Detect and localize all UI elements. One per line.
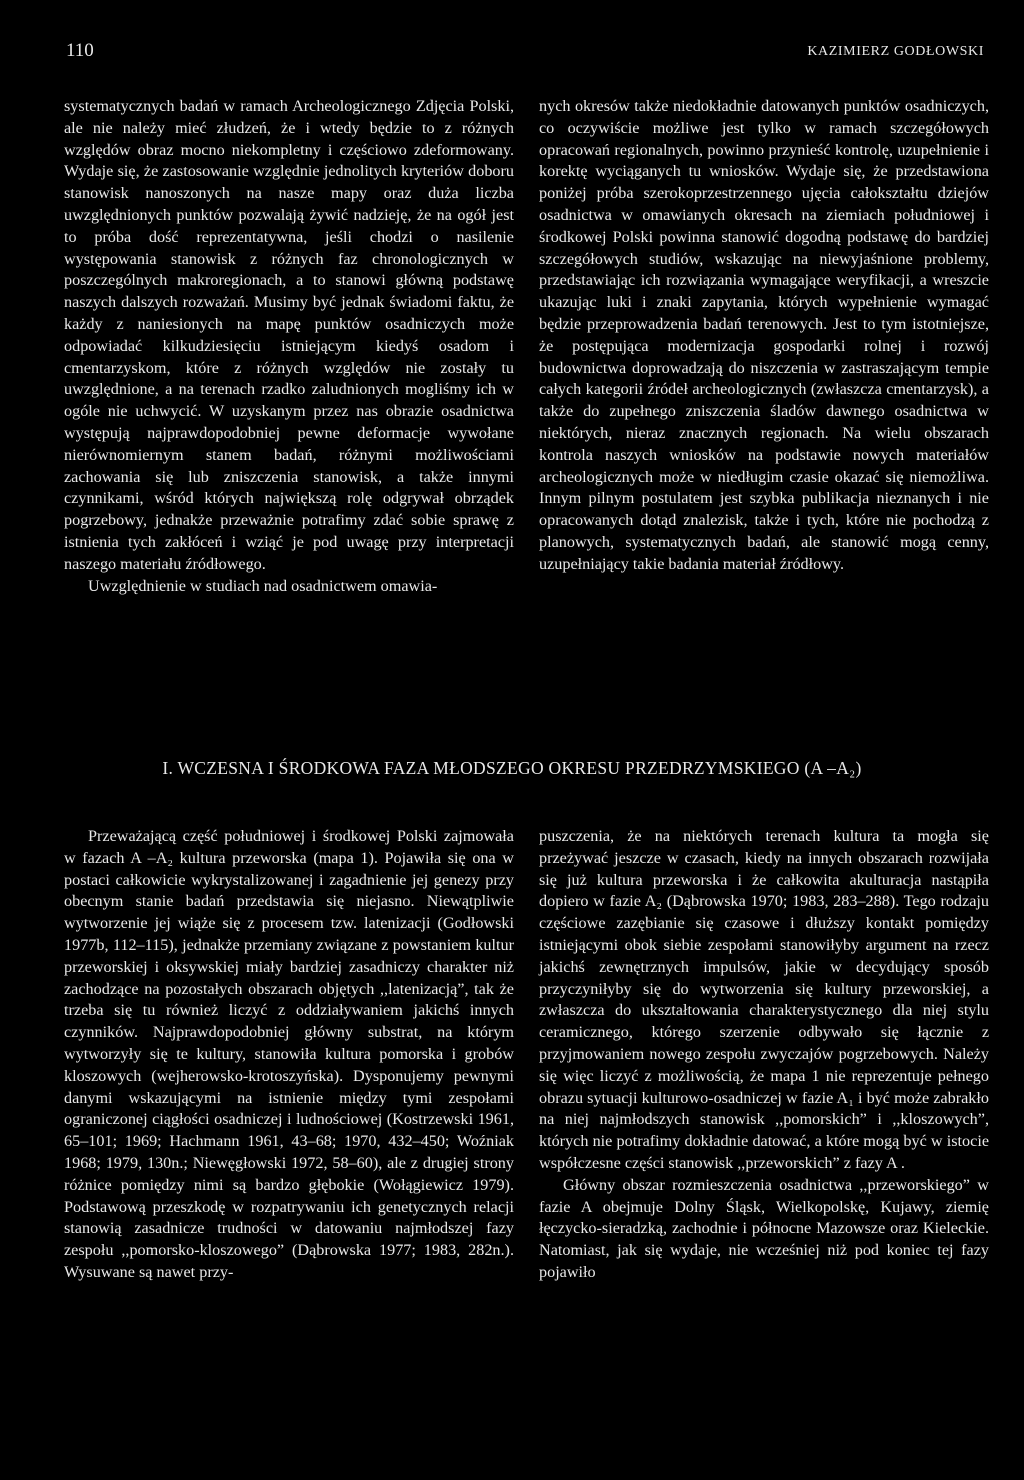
- paragraph: Uwzględnienie w studiach nad osadnictwem omawia-: [88, 576, 438, 595]
- paragraph: puszczenia, że na niektórych terenach kultura ta mogła się przeżywać jeszcze w czasach, kiedy na innych obszarach rozwijała się już kultura przeworska i że całkowita akulturacja nastąpiła dopiero w fazie A₂ (Dąbrowska 1970; 1983, 283–288). Tego rodzaju częściowe zazębianie się czasowe i dłuższy kontakt pomiędzy istniejącymi obok siebie zespołami stanowiłyby argument na rzecz jakichś zewnętrznych impulsów, jakie w decydujący sposób przyczyniłyby się do wytworzenia się kultury przeworskiej, a zwłaszcza do ukształtowania charakterystycznego dla niej stylu ceramicznego, którego szerzenie odbywało się łącznie z przyjmowaniem nowego zespołu zwyczajów pogrzebowych. Należy się więc liczyć z możliwością, że mapa 1 nie reprezentuje pełnego obrazu sytuacji kulturowo-osadniczej w fazie A₁ i być może zabrakło na niej najmłodszych stanowisk ,,pomorskich” i ,,kloszowych”, których nie potrafimy dokładnie datować, a które mogą być w istocie współczesne części stanowisk ,,przeworskich” z fazy A .: [539, 827, 989, 1172]
- paragraph: nych okresów także niedokładnie datowanych punktów osadniczych, co oczywiście możliwe jest tylko w ramach szczegółowych opracowań regionalnych, powinno przynieść kontrolę, uzupełnienie i korektę wyciąganych tu wniosków. Wydaje się, że przedstawiona poniżej próba szerokoprzestrzennego ujęcia całokształtu dziejów osadnictwa w omawianych okresach na ziemiach południowej i środkowej Polski powinna stanowić dogodną podstawę do bardziej szczegółowych studiów, wskazując na niewyjaśnione problemy, przedstawiając ich rozwiązania wymagające weryfikacji, a wreszcie ukazując luki i znaki zapytania, których wypełnienie wymagać będzie przeprowadzenia badań terenowych. Jest to tym istotniejsze, że postępująca modernizacja gospodarki rolnej i rozwój budownictwa doprowadzają do niszczenia w zastraszającym tempie całych kategorii źródeł archeologicznych (zwłaszcza cmentarzysk), a także do zupełnego zniszczenia śladów dawnego osadnictwa w niektórych, nieraz znacznych regionach. Na wielu obszarach kontrola naszych wniosków na podstawie nowych materiałów archeologicznych może w niedługim czasie okazać się niemożliwa. Innym pilnym postulatem jest szybka publikacja nieznanych i nie opracowanych dotąd znalezisk, także i tych, które nie pochodzą z planowych, systematycznych badań, ale stanowić mogą cenny, uzupełniający takie badania materiał źródłowy.: [539, 97, 989, 573]
- text-column-bottom-right: [539, 826, 989, 1284]
- running-head: KAZIMIERZ GODŁOWSKI: [807, 44, 984, 59]
- text-column-bottom-left: [64, 826, 514, 1284]
- text-column-top-right: [539, 96, 989, 576]
- paragraph: Przeważającą część południowej i środkowej Polski zajmowała w fazach A –A₂ kultura przeworska (mapa 1). Pojawiła się ona w postaci całkowicie wykrystalizowanej i zagadnienie jej genezy przy obecnym stanie badań przedstawia się niejasno. Niewątpliwie wytworzenie jej wiąże się z procesem tzw. latenizacji (Godłowski 1977b, 112–115), jednakże przemiany związane z powstaniem kultur przeworskiej i oksywskiej miały bardziej zasadniczy charakter niż zachodzące na pozostałych obszarach objętych ,,latenizacją”, tak że trzeba się tu również liczyć z oddziaływaniem jakichś innych czynników. Najprawdopodobniej główny substrat, na którym wytworzyły się te kultury, stanowiła kultura pomorska i grobów kloszowych (wejherowsko-krotoszyńska). Dysponujemy pewnymi danymi wskazującymi na istnienie między tymi zespołami ograniczonej ciągłości osadniczej i ludnościowej (Kostrzewski 1961, 65–101; 1969; Hachmann 1961, 43–68; 1970, 432–450; Woźniak 1968; 1979, 130n.; Niewęgłowski 1972, 58–60), ale z drugiej strony różnice pomiędzy nimi są bardzo głębokie (Wołągiewicz 1979). Podstawową przeszkodę w rozpatrywaniu ich genetycznych relacji stanowią zasadnicze trudności w datowaniu najmłodszej fazy zespołu ,,pomorsko-kloszowego” (Dąbrowska 1977; 1983, 282n.). Wysuwane są nawet przy-: [64, 827, 514, 1281]
- paragraph: Główny obszar rozmieszczenia osadnictwa ,,przeworskiego” w fazie A obejmuje Dolny Śląsk, Wielkopolskę, Kujawy, ziemię łęczycko-sieradzką, zachodnie i północne Mazowsze oraz Kieleckie. Natomiast, jak się wydaje, nie wcześniej niż pod koniec tej fazy pojawiło: [539, 1175, 989, 1281]
- section-heading: I. WCZESNA I ŚRODKOWA FAZA MŁODSZEGO OKRESU PRZEDRZYMSKIEGO (A –A₂): [162, 758, 862, 778]
- text-column-top-left: [64, 96, 514, 597]
- paragraph: systematycznych badań w ramach Archeologicznego Zdjęcia Polski, ale nie należy mieć złudzeń, że i wtedy będzie to z różnych względów obraz mocno niekompletny i częściowo zdeformowany. Wydaje się, że zastosowanie względnie jednolitych kryteriów doboru stanowisk nanoszonych na nasze mapy oraz duża liczba uwzględnionych punktów pozwalają żywić nadzieję, że na ogół jest to próba dość reprezentatywna, jeśli chodzi o nasilenie występowania stanowisk z różnych faz chronologicznych w poszczególnych makroregionach, a to stanowi główną podstawę naszych dalszych rozważań. Musimy być jednak świadomi faktu, że każdy z naniesionych na mapę punktów osadniczych może odpowiadać kilkudziesięciu istniejącym kiedyś osadom i cmentarzyskom, które z różnych względów nie zostały tu uwzględnione, a na terenach rzadko zaludnionych mogliśmy ich w ogóle nie uchwycić. W uzyskanym przez nas obrazie osadnictwa występują najprawdopodobniej pewne deformacje wywołane nierównomiernym stanem badań, różnymi możliwościami zachowania się lub zniszczenia stanowisk, a także innymi czynnikami, wśród których największą rolę odgrywał obrządek pogrzebowy, jednakże przeważnie potrafimy zdać sobie sprawę z istnienia tych zakłóceń i wziąć je pod uwagę przy interpretacji naszego materiału źródłowego.: [64, 97, 514, 573]
- page-number: 110: [66, 40, 94, 61]
